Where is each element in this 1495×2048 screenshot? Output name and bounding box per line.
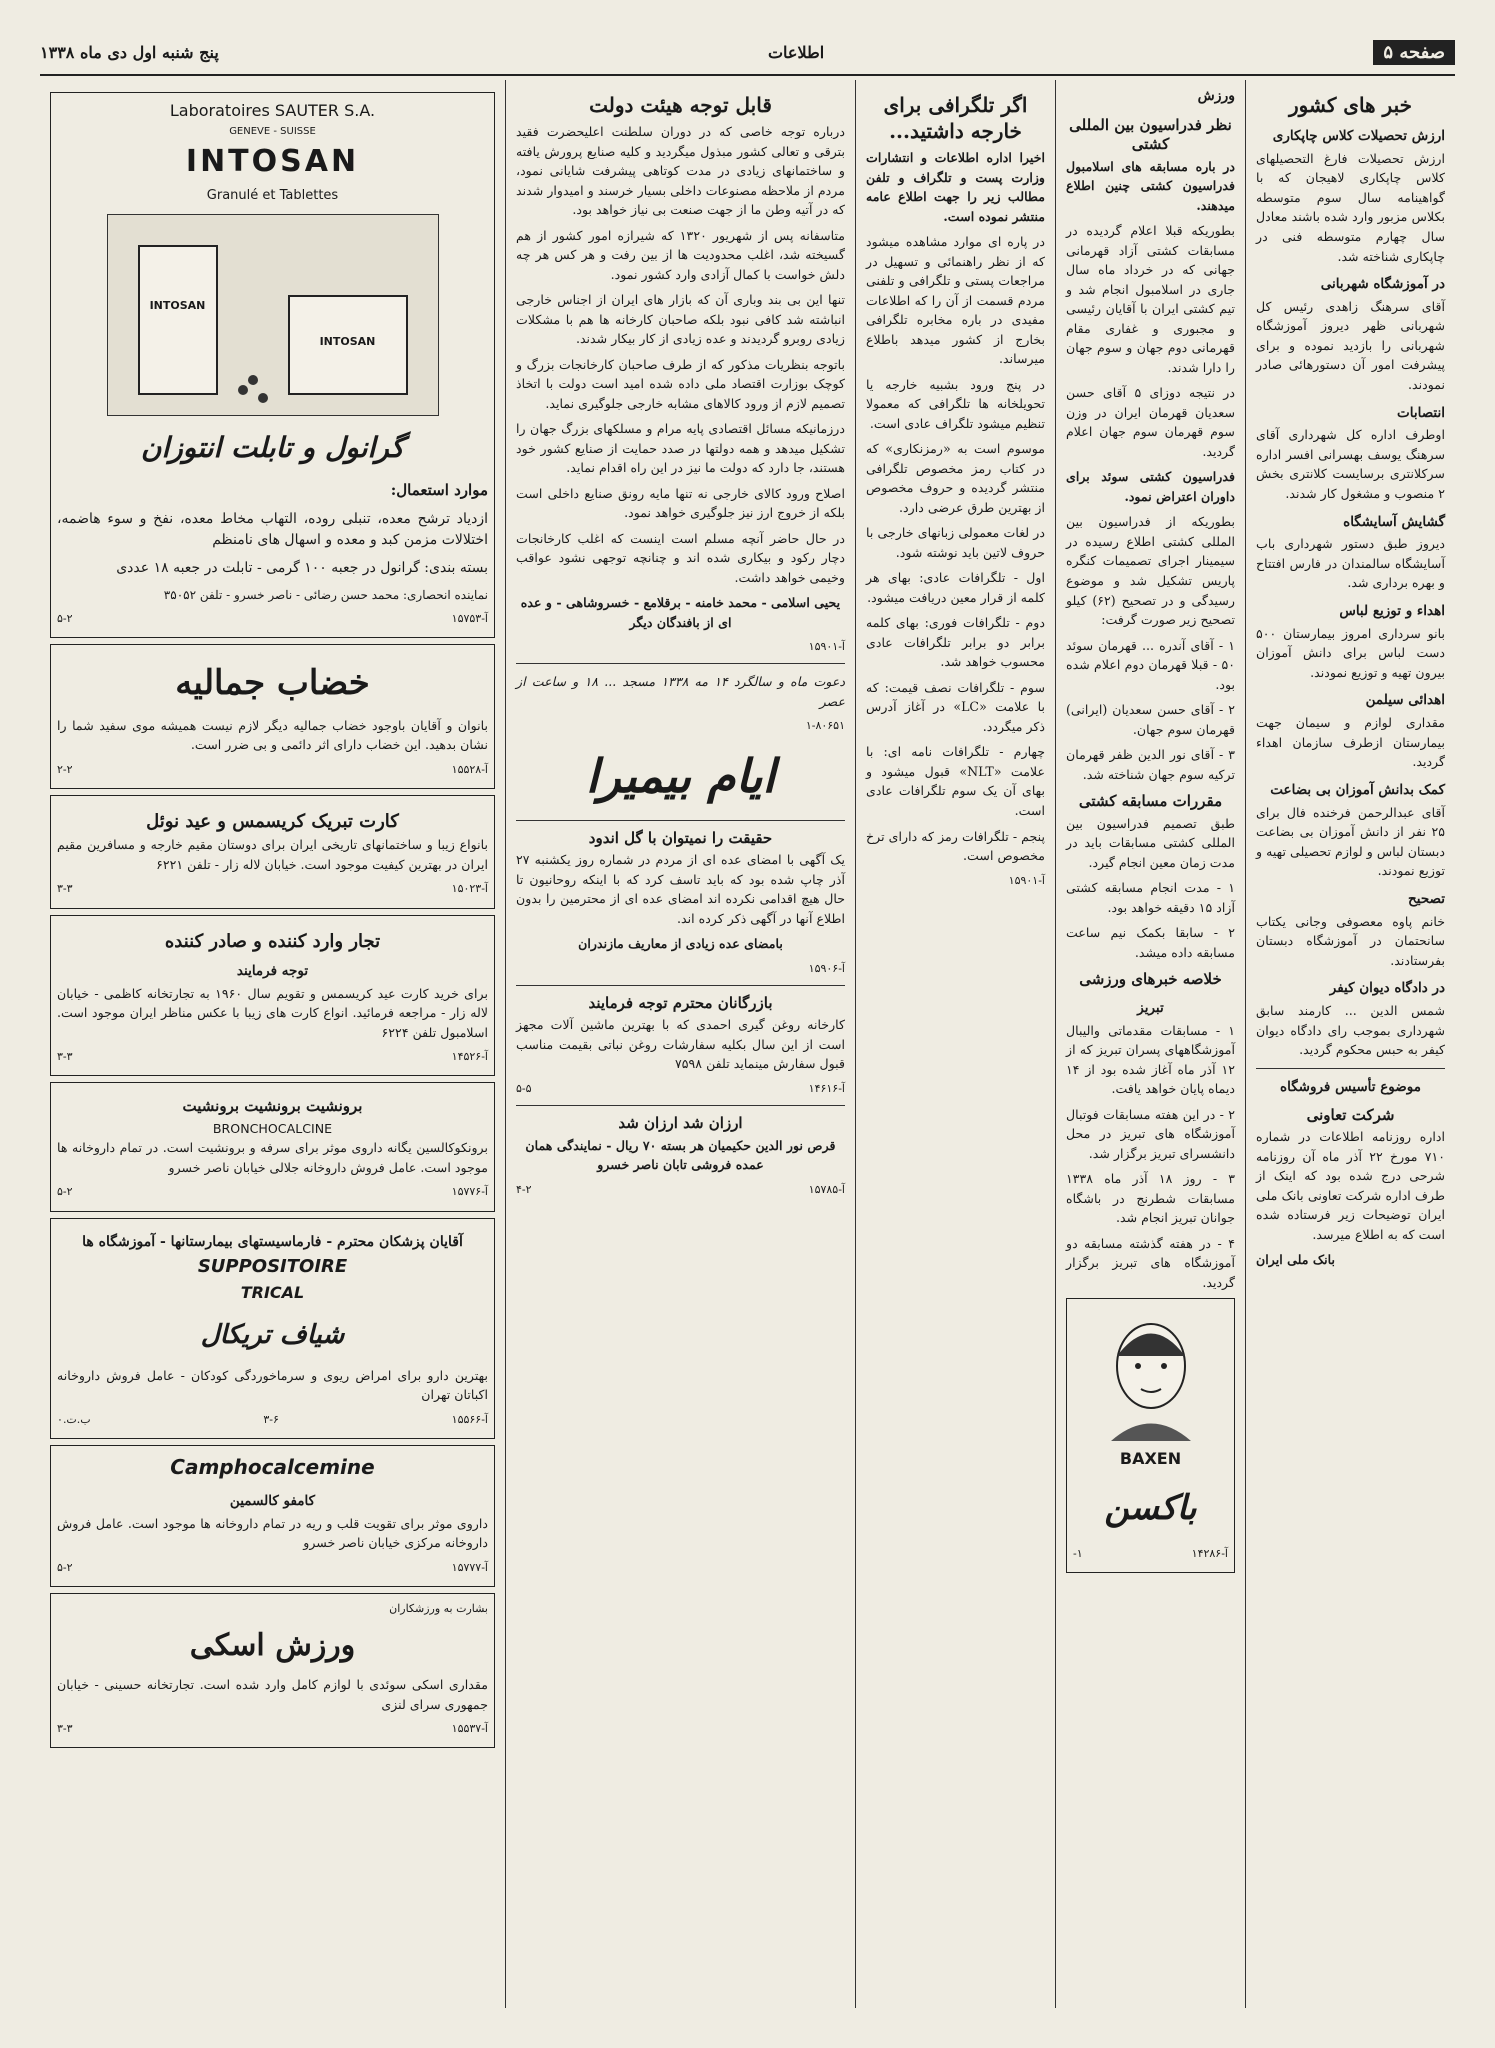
ad-code xyxy=(57,1559,488,1576)
headline: ارزان شد ارزان شد xyxy=(618,1114,743,1133)
signature: بانک ملی ایران xyxy=(1256,1252,1335,1268)
article-text: اصلاح ورود کالای خارجی نه تنها مایه رونق صنایع داخلی است بلکه از خروج ارز نیز جلوگیری خواهد نمود. xyxy=(516,485,845,521)
ad-code-run: ۳-۳ xyxy=(57,1722,73,1736)
ad-code-number: آ-۱۴۲۸۶ xyxy=(1191,1546,1228,1560)
divider xyxy=(516,820,845,821)
ad-text: بهترین دارو برای امراض ریوی و سرماخوردگی کودکان - عامل فروش داروخانه اکباتان تهران xyxy=(57,1367,488,1403)
article-text: ارزش تحصیلات فارغ التحصیلهای کلاس چاپکاری لاهیجان که با گواهینامه سال سوم متوسطه بکلاس مزبور وارد شده باشند معادل سال چهارم متوسطه فنی در چاپکاری شناخته شد. xyxy=(1256,150,1445,264)
column-domestic-news xyxy=(1245,80,1455,2008)
ad-code-number: آ-۱۵۹۰۱ xyxy=(1008,873,1045,887)
ad-code-number: آ-۱۴۵۲۶ xyxy=(451,1050,488,1064)
article-text: ۲ - سابقا بکمک نیم ساعت مسابقه داده میشد. xyxy=(1066,925,1235,960)
headline: نظر فدراسیون بین المللی کشتی xyxy=(1069,115,1232,154)
importers-ad xyxy=(50,915,495,1077)
tablet-icon xyxy=(238,385,248,395)
article-text: در نتیجه دوزای ۵ آقای حسن سعدیان قهرمان ایران در وزن سوم قهرمان سوم جهان اعلام گردید. xyxy=(1066,385,1235,459)
article-text: دیروز طبق دستور شهرداری باب آسایشگاه سالمندان در فارس افتتاح و بهره برداری شد. xyxy=(1256,536,1445,591)
article-text: پنجم - تلگرافات رمز که دارای ترخ مخصوص است. xyxy=(866,828,1045,864)
article-text: ۳ - روز ۱۸ آذر ماه ۱۳۳۸ مسابقات شطرنج در باشگاه جوانان تبریز انجام شد. xyxy=(1066,1171,1235,1226)
ad-lab: Laboratoires SAUTER S.A. xyxy=(169,101,376,120)
article-text: ۲ - آقای حسن سعدیان (ایرانی) قهرمان سوم جهان. xyxy=(1066,702,1235,737)
ad-code-run: ۱- xyxy=(1073,1546,1083,1560)
ad-code xyxy=(516,960,845,977)
ad-code xyxy=(57,1411,488,1428)
column-sports xyxy=(1055,80,1245,2008)
headline: بازرگانان محترم توجه فرمایند xyxy=(588,993,773,1012)
article-text: مقداری لوازم و سیمان جهت بیمارستان ازطرف سازمان اهداء گردید. xyxy=(1256,715,1445,770)
article-text: اداره روزنامه اطلاعات در شماره ۷۱۰ مورخ ۲۲ آذر ماه آن روزنامه شرحی درج شده بود که اینک از طرف اداره شرکت تعاونی بانک ملی ایران توضیحات زیر فرستاده شده است که به اطلاع میرسد. xyxy=(1256,1129,1445,1242)
ad-code xyxy=(516,1181,845,1198)
headline: در آموزشگاه شهربانی xyxy=(1320,276,1445,293)
article-text: در حال حاضر آنچه مسلم است اینست که اغلب کارخانجات دچار رکود و بیکاری شده اند و چنانچه توجهی نشود عواقب وخیمی خواهد داشت. xyxy=(516,530,845,585)
intosan-ad xyxy=(50,92,495,638)
subheadline: تبریز xyxy=(1137,999,1164,1016)
ad-code-number: آ-۱۵۵۲۸ xyxy=(451,763,488,776)
ad-product-latin: BRONCHOCALCINE xyxy=(212,1120,333,1136)
ad-code-number: آ-۱۵۰۲۳ xyxy=(451,882,488,896)
ad-kicker: بشارت به ورزشکاران xyxy=(389,1601,488,1615)
article-text: بطوریکه قبلا اعلام گردیده در مسابقات کشتی آزاد قهرمانی جهانی که در خرداد ماه سال جاری در اسلامبول انجام شد و تیم کشتی ایران با آقایان رئیسی و مجبوری و غفاری مقام قهرمانی دوم جهان و سوم جهان را دارا شدند. xyxy=(1066,223,1235,375)
paper-name: اطلاعات xyxy=(767,42,825,62)
ad-title: آقایان پزشکان محترم - فارماسیستهای بیمارستانها - آموزشگاه ها xyxy=(82,1233,463,1250)
article-text: درزمانیکه مسائل اقتصادی پایه مرام و مسلکهای بزرگ جهان را تشکیل میدهد و همه دولتها در صدد حمایت از صنایع کشور خود هستند، جا دارد که دولت ما نیز در این راه اقدام نماید. xyxy=(516,421,845,476)
article-text: سوم - تلگرافات نصف قیمت: که با علامت «LC» در آغاز آدرس ذکر میگردد. xyxy=(866,679,1045,734)
ad-title: کارت تبریک کریسمس و عید نوئل xyxy=(146,811,399,833)
divider xyxy=(1256,1068,1445,1069)
issue-date: پنج شنبه اول دی ماه ۱۳۳۸ xyxy=(40,42,219,62)
ad-product-latin: Camphocalcemine xyxy=(170,1454,375,1479)
jar-icon: INTOSAN xyxy=(138,245,218,395)
christmas-card-ad xyxy=(50,795,495,908)
article-text: ۴ - در هفته گذشته مسابقه دو آموزشگاه های تبریز برگزار گردید. xyxy=(1066,1235,1235,1290)
article-text: ۳ - آقای نور الدین ظفر قهرمان ترکیه سوم جهان شناخته شد. xyxy=(1066,747,1235,782)
ad-code-run: ۵-۲ xyxy=(57,1185,73,1199)
section-title: خبر های کشور xyxy=(1288,93,1412,117)
headline: خلاصه خبرهای ورزشی xyxy=(1079,970,1222,989)
signature: یحیی اسلامی - محمد خامنه - برقلامع - خسروشاهی - و عده ای از بافندگان دیگر xyxy=(520,595,841,630)
ad-brand: باکسن xyxy=(1104,1488,1197,1529)
ad-text: ازدیاد ترشح معده، تنبلی روده، التهاب مخاط معده، نفخ و سوء هاضمه، اختلالات مزمن کبد و معده و اسهال های نامنظم xyxy=(57,510,488,549)
ad-text: برونکوکالسین یگانه داروی موثر برای سرفه و برونشیت است. در تمام داروخانه ها موجود است. عامل فروش داروخانه جلالی خیابان ناصر خسرو xyxy=(57,1140,488,1175)
ad-code xyxy=(57,761,488,778)
ad-code xyxy=(516,638,845,655)
headline: مقررات مسابقه کشتی xyxy=(1078,792,1223,811)
tablet-icon xyxy=(248,375,258,385)
ad-title: تجار وارد کننده و صادر کننده xyxy=(164,930,381,952)
article-text: آقای عبدالرحمن فرخنده فال برای ۲۵ نفر از دانش آموزان بی بضاعت دبستان لباس و لوازم تحصیلی تهیه و توزیع نمودند. xyxy=(1256,804,1445,879)
ski-ad xyxy=(50,1593,495,1749)
ad-code-run: ۵-۲ xyxy=(57,612,73,626)
ad-text: موارد استعمال: xyxy=(390,481,488,500)
ad-code-run: ۴-۲ xyxy=(516,1182,532,1196)
ad-code xyxy=(57,880,488,897)
ad-code xyxy=(57,1183,488,1200)
article-text: در لغات معمولی زبانهای خارجی با حروف لاتین باید نوشته شود. xyxy=(866,525,1045,560)
article-text: ۱ - مسابقات مقدماتی والیبال آموزشگاههای پسران تبریز که از ۱۲ آذر ماه آغاز شده بود از ۱۴ دیماه پایان خواهد یافت. xyxy=(1066,1022,1235,1097)
tablet-icon xyxy=(258,393,268,403)
article-text: دوم - تلگرافات فوری: بهای کلمه برابر دو برابر تلگرافات عادی محسوب خواهد شد. xyxy=(866,615,1045,670)
ad-product-latin: TRICAL xyxy=(240,1282,305,1302)
ad-code-number: آ-۱۵۷۷۷ xyxy=(451,1560,488,1574)
ad-code-number: آ-۱۵۵۶۶ xyxy=(451,1412,488,1426)
article-text: ۲ - در این هفته مسابقات فوتبال آموزشگاه های تبریز در محل دانشسرای تبریز برگزار شد. xyxy=(1066,1106,1235,1161)
article-text: موسوم است به «رمزنکاری» که در کتاب رمز مخصوص تلگرافی منتشر گردیده و حروف مخصوص از بهترین طرق عرضی دارد. xyxy=(866,441,1045,515)
page-number: صفحه ۵ xyxy=(1373,40,1455,65)
article-text: فدراسیون کشتی سوئد برای داوران اعتراض نمود. xyxy=(1066,469,1235,504)
article-text: بانو سرداری امروز بیمارستان ۵۰۰ دست لباس برای دانش آموزان بیرون تهیه و توزیع نمودند. xyxy=(1256,625,1445,680)
ad-code xyxy=(516,1080,845,1097)
ad-code-run: ۵-۵ xyxy=(516,1081,532,1095)
ad-code-number: ۱-۸۰۶۵۱ xyxy=(805,719,845,733)
box-icon: INTOSAN xyxy=(288,295,408,395)
ad-code xyxy=(57,1720,488,1737)
column-advertisements xyxy=(40,80,505,2008)
divider xyxy=(516,663,845,664)
headline: اگر تلگرافی برای خارجه داشتید... xyxy=(883,93,1028,143)
ad-product-name: شیاف تریکال xyxy=(200,1320,345,1351)
ad-subtitle: توجه فرمایند xyxy=(236,962,309,979)
masthead xyxy=(40,30,1455,76)
ad-code xyxy=(57,1048,488,1065)
divider xyxy=(516,1105,845,1106)
ad-title: خضاب جمالیه xyxy=(175,663,370,704)
ad-code-number: آ-۱۴۶۱۶ xyxy=(808,1081,845,1095)
ad-code-run: ۲-۲ xyxy=(57,763,73,776)
jamalieh-ad xyxy=(50,644,495,789)
ad-code-number: آ-۱۵۷۵۳ xyxy=(451,612,488,626)
headline: شرکت تعاونی xyxy=(1306,1105,1395,1124)
article-text: ۱ - مدت انجام مسابقه کشتی آزاد ۱۵ دقیقه خواهد بود. xyxy=(1066,880,1235,915)
headline: در دادگاه دیوان کیفر xyxy=(1329,980,1445,997)
headline: تصحیح xyxy=(1408,890,1445,907)
ad-code-run: ۵-۲ xyxy=(57,1560,73,1574)
ad-text: بانواع زیبا و ساختمانهای تاریخی ایران برای دوستان مقیم خارجه و مسافرین مقیم ایران در بهترین کیفیت موجود است. خیابان لاله زار - تلفن ۶۲۲۱ xyxy=(57,837,488,872)
ad-code xyxy=(866,872,1045,889)
article-text: درباره توجه خاصی که در دوران سلطنت اعلیحضرت فقید بترقی و تعالی کشور مبذول میگردید و کلیه صنایع پرورش یافته و ساختمانهای زیادی در مدت کوتاهی پیشرفت شایانی نمود، مردم از ملاحظه مصنوعات داخلی بسیار خرسند و امیدوار شدند که در آتیه وطن ما از جهت صنعت بی نیاز خواهد بود. xyxy=(516,124,845,218)
section-tag: ورزش xyxy=(1197,88,1235,104)
column-telegram xyxy=(855,80,1055,2008)
ad-title: ورزش اسکی xyxy=(189,1627,356,1663)
ad-code xyxy=(1073,1545,1228,1562)
article-text: اول - تلگرافات عادی: بهای هر کلمه از قرار معین دریافت میشود. xyxy=(866,570,1045,605)
ad-text: نماینده انحصاری: محمد حسن رضائی - ناصر خسرو - تلفن ۳۵۰۵۲ xyxy=(163,587,488,602)
ad-product-name: کامفو کالسمین xyxy=(229,1492,316,1509)
headline: گشایش آسایشگاه xyxy=(1343,513,1445,530)
column-editorial xyxy=(505,80,855,2008)
article-text: شمس الدین ... کارمند سابق شهرداری بموجب رای دادگاه دیوان کیفر به حبس محکوم گردید. xyxy=(1256,1003,1445,1058)
signature: بامضای عده زیادی از معاریف مازندران xyxy=(578,936,783,952)
article-text: در باره مسابقه های اسلامبول فدراسیون کشتی چنین اطلاع میدهند. xyxy=(1066,158,1235,213)
ad-code-run: ۳-۶ xyxy=(263,1412,279,1426)
ad-text: بسته بندی: گرانول در جعبه ۱۰۰ گرمی - تابلت در جعبه ۱۸ عددی xyxy=(116,559,488,576)
article-text: در پنج ورود بشبیه خارجه یا تحویلخانه ها تلگرافی که معمولا تنظیم میشود تلگراف عادی است. xyxy=(866,376,1045,431)
ad-code xyxy=(516,717,845,734)
headline: قابل توجه هیئت دولت xyxy=(589,93,772,117)
ad-city: GENEVE - SUISSE xyxy=(229,125,316,137)
ad-code-number: آ-۱۵۵۳۷ xyxy=(451,1722,488,1736)
ad-text: برای خرید کارت عید کریسمس و تقویم سال ۱۹۶۰ به تجارتخانه کاظمی - خیابان لاله زار - مراجعه فرمائید. انواع کارت های زیبا با عکس مناظر ایران موجود است. اسلامبول تلفن ۶۲۲۴ xyxy=(57,985,488,1040)
portrait-illustration xyxy=(1091,1311,1211,1441)
article-text: اخیرا اداره اطلاعات و انتشارات وزارت پست و تلگراف و تلفن مطالب زیر را جهت اطلاع عامه منتشر نموده است. xyxy=(866,150,1045,224)
bronchocalcine-ad xyxy=(50,1082,495,1211)
headline: اهداء و توزیع لباس xyxy=(1339,602,1445,619)
article-text: کارخانه روغن گیری احمدی که با بهترین ماشین آلات مجهز است از این سال بکلیه سفارشات روغن نباتی بقیمت مناسب قبول سفارش مینماید تلفن ۷۵۹۸ xyxy=(516,1017,845,1072)
face-icon xyxy=(1091,1311,1211,1441)
divider xyxy=(516,985,845,986)
article-text: تنها این بی بند وباری آن که بازار های ایران از اجناس خارجی انباشته شد کافی نبود بلکه صاحبان کارخانه ها هم با مشکلات زیادی روبرو گردیدند و عده زیادی از کار بیکار شدند. xyxy=(516,292,845,347)
ad-code-number: آ-۱۵۹۰۶ xyxy=(808,961,845,975)
headline: کمک بدانش آموزان بی بضاعت xyxy=(1270,781,1445,798)
article-text: در پاره ای موارد مشاهده میشود که از نظر راهنمائی و تسهیل در مراجعات پستی و تلگرافی و تلفنی مردم قسمت از آن را که اطلاعات مفیدی در باره مخابره تلگرافی بخارج از کشور میدهد باطلاع میرساند. xyxy=(866,234,1045,367)
headline: ارزش تحصیلات کلاس چاپکاری xyxy=(1272,128,1445,144)
headline: موضوع تأسیس فروشگاه xyxy=(1280,1078,1421,1095)
article-text: باتوجه بنظریات مذکور که از طرف صاحبان کارخانجات بزرگ و کوچک بوزارت اقتصاد ملی داده شده امید است دولت با اتخاذ تصمیم لازم از ورود کالاهای مشابه خارجی جلوگیری نماید. xyxy=(516,356,845,411)
ad-text: بانوان و آقایان باوجود خضاب جمالیه دیگر لازم نیست همیشه موی سفید شما را نشان بدهید. این خضاب دارای اثر دائمی و بی ضرر است. xyxy=(57,717,488,753)
ad-product-latin: SUPPOSITOIRE xyxy=(197,1255,348,1277)
ad-code-extra: ب.ت.۰ xyxy=(57,1412,91,1426)
article-text: اوطرف اداره کل شهرداری آقای سرهنگ یوسف بهسرانی افسر اداره سرکلانتری برسایست کلانتری بخش ۲ منصوب و مشغول کار شدند. xyxy=(1256,427,1445,501)
ad-code-number: آ-۱۵۹۰۱ xyxy=(808,640,845,654)
ad-code-number: آ-۱۵۷۸۵ xyxy=(808,1182,845,1196)
ad-product-name: INTOSAN xyxy=(185,144,360,180)
notice-text: دعوت ماه و سالگرد ۱۴ مه ۱۳۳۸ مسجد ... ۱۸ و ساعت از عصر xyxy=(516,674,845,709)
headline: اهدائی سیلمن xyxy=(1365,692,1445,709)
article-text: خانم پاوه معصوفی وجانی یکتاب سانحتمان در آموزشگاه دبستان بفرستادند. xyxy=(1256,913,1445,968)
ad-title: گرانول و تابلت انتوزان xyxy=(140,430,405,464)
product-illustration xyxy=(107,214,439,416)
ad-brand-latin: BAXEN xyxy=(1119,1449,1182,1469)
ad-code-number: آ-۱۵۷۷۶ xyxy=(451,1185,488,1199)
baxen-ad xyxy=(1066,1298,1235,1573)
ad-text: داروی موثر برای تقویت قلب و ریه در تمام داروخانه ها موجود است. عامل فروش داروخانه مرکزی خیابان ناصر خسرو xyxy=(57,1515,488,1551)
ad-text: مقداری اسکی سوئدی با لوازم کامل وارد شده است. تجارتخانه حسینی - خیابان جمهوری سرای لنزی xyxy=(57,1677,488,1712)
ad-code-run: ۳-۳ xyxy=(57,882,73,896)
camphocalcemine-ad xyxy=(50,1445,495,1587)
ad-title: برونشیت برونشیت برونشیت xyxy=(182,1097,363,1116)
article-text: متاسفانه پس از شهریور ۱۳۲۰ که شیرازه امور کشور از هم گسیخته شد، اغلب محدودیت ها از بین رفت و هر کس هر چه دلش خواست با کمال آزادی وارد کشور نمود. xyxy=(516,227,845,282)
headline: انتصابات xyxy=(1397,404,1445,421)
article-text: یک آگهی با امضای عده ای از مردم در شماره روز یکشنبه ۲۷ آذر چاپ شده بود که باید تاسف کرد که با اینکه روحانیون تا حال هیچ اقدامی نکرده اند امضای عده ای از محترمین را بدون اطلاع آنها در آگهی ذکر کرده اند. xyxy=(516,852,845,926)
ad-code-run: ۳-۳ xyxy=(57,1050,73,1064)
ad-code xyxy=(57,610,488,627)
article-text: آقای سرهنگ زاهدی رئیس کل شهربانی ظهر دیروز آموزشگاه شهربانی را بازدید نموده و برای پیشرفت امور آن دستورهائی صادر نمودند. xyxy=(1256,298,1445,392)
article-text: چهارم - تلگرافات نامه ای: با علامت «NLT» قبول میشود و بهای آن یک سوم تلگرافات عادی است. xyxy=(866,744,1045,818)
article-text: طبق تصمیم فدراسیون بین المللی کشتی مسابقات باید در مدت زمان معین انجام گیرد. xyxy=(1066,815,1235,870)
trical-ad xyxy=(50,1218,495,1439)
article-text: قرص نور الدین حکیمیان هر بسته ۷۰ ریال - نمایندگی همان عمده فروشی تابان ناصر خسرو xyxy=(525,1137,836,1173)
headline: حقیقت را نمیتوان با گل اندود xyxy=(588,828,773,847)
ad-calligraphy: ایام بیمیرا xyxy=(585,748,776,803)
article-text: بطوریکه از فدراسیون بین المللی کشتی اطلاع رسیده در سیمینار اجرای تصمیمات کنگره پاریس تشکیل شد و موضوع رسیدگی و در تصحیح (۶۲) کیلو تصحیح زیر صورت گرفت: xyxy=(1066,514,1235,628)
article-text: ۱ - آقای آندره ... قهرمان سوئد ۵۰ - قبلا قهرمان دوم اعلام شده بود. xyxy=(1066,637,1235,692)
ad-product-sub: Granulé et Tablettes xyxy=(206,187,339,203)
